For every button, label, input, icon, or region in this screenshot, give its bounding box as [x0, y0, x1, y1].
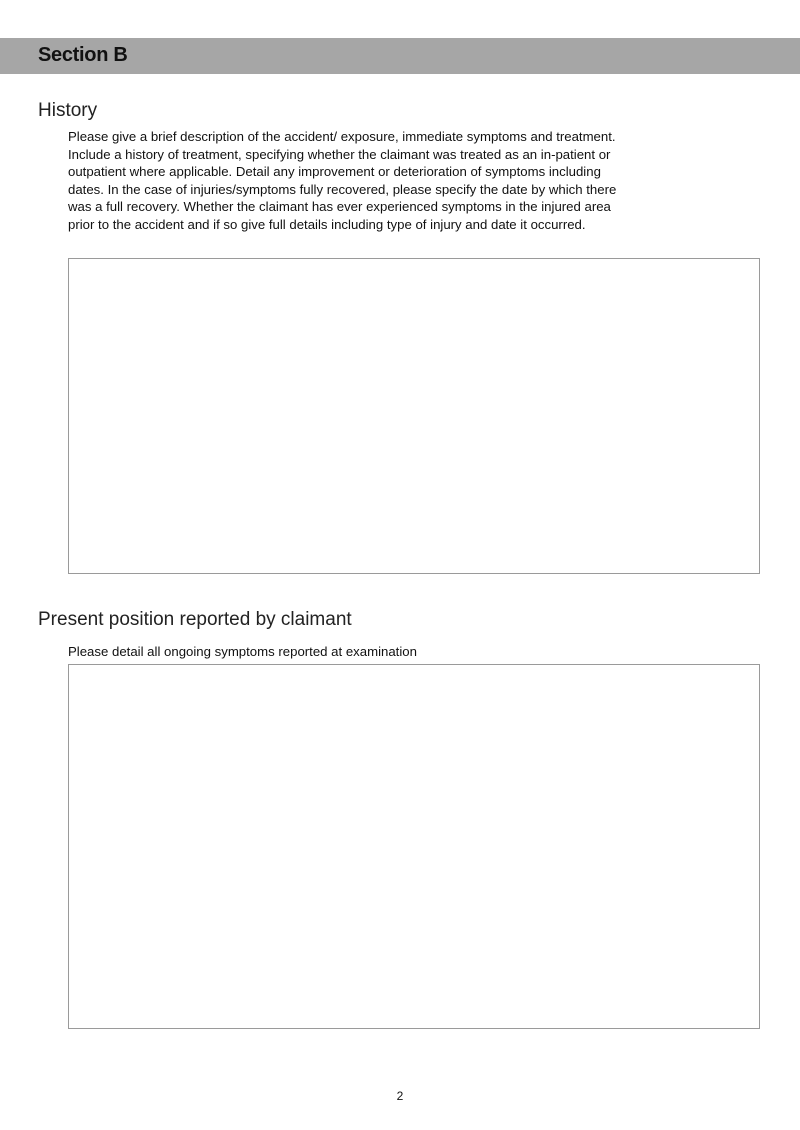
- present-position-answer-box[interactable]: [68, 664, 760, 1029]
- history-answer-box[interactable]: [68, 258, 760, 574]
- page-number: 2: [396, 1089, 404, 1103]
- present-position-instructions: Please detail all ongoing symptoms reported at examination: [68, 644, 417, 659]
- section-header-bar: [0, 38, 800, 74]
- section-title: Section B: [38, 44, 128, 66]
- history-instructions: Please give a brief description of the accident/ exposure, immediate symptoms and treatment. Include a history of treatment, specifying whether the claimant was treated as an in-patient or outpatient where applicable. Detail any improvement or deterioration of symptoms including dates. In the case of injuries/symptoms fully recovered, please specify the date by which there was a full recovery. Whether the claimant has ever experienced symptoms in the injured area prior to the accident and if so give full details including type of injury and date it occurred.: [68, 129, 617, 232]
- present-position-heading: Present position reported by claimant: [38, 609, 352, 630]
- history-heading: History: [38, 100, 98, 121]
